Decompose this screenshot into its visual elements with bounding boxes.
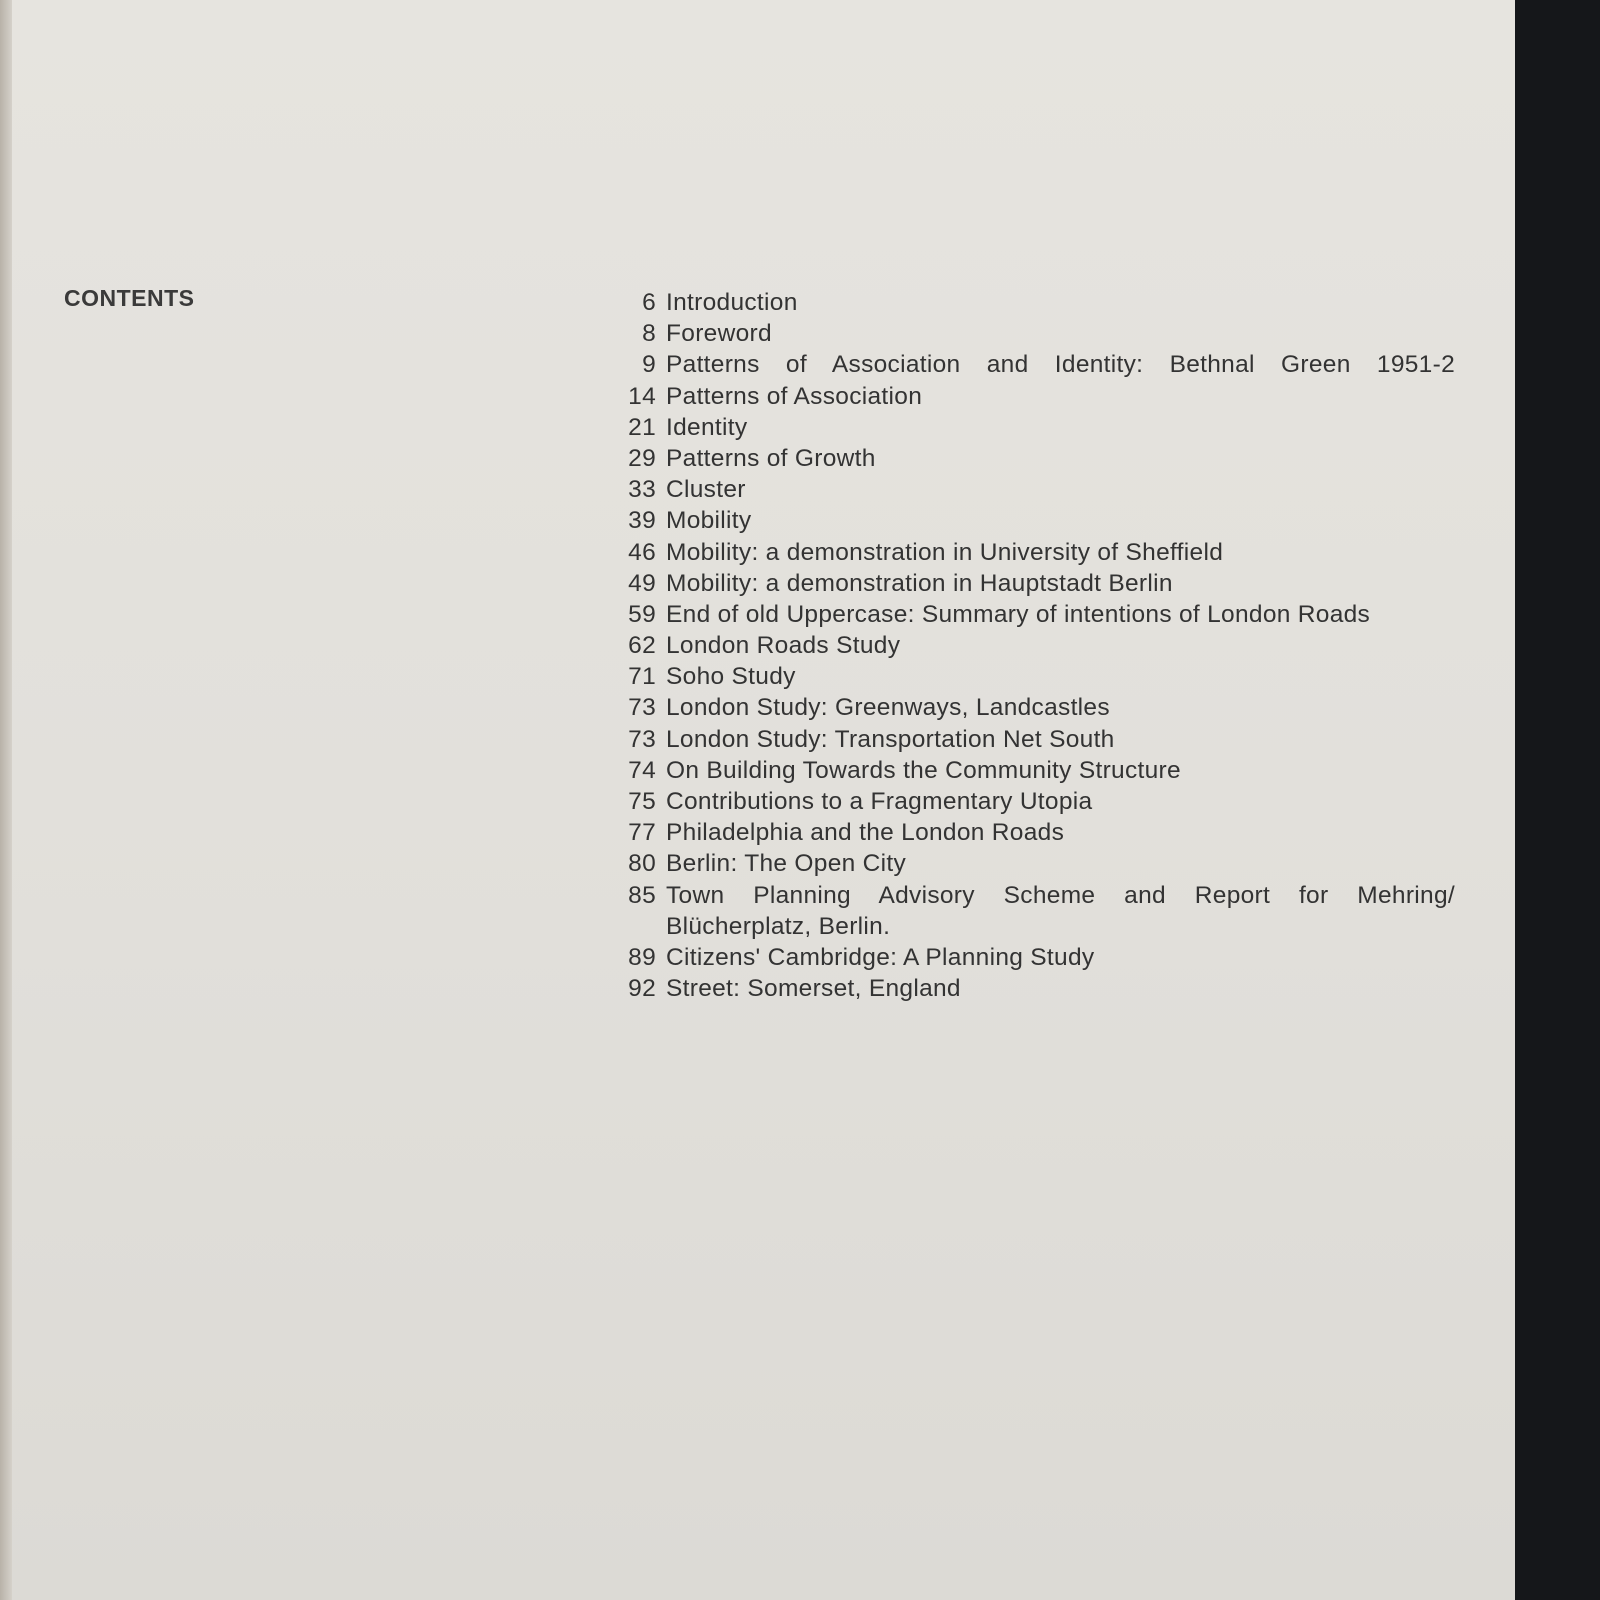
toc-entry [620,661,1455,692]
toc-entry [620,942,1455,973]
toc-page-number: 39 [628,507,656,535]
toc-page-number: 80 [628,850,656,878]
toc-title: Foreword [666,320,772,348]
toc-entry [620,973,1455,1004]
toc-entry [620,443,1455,474]
toc-page-number: 92 [628,975,656,1003]
table-of-contents [620,287,1455,1004]
toc-title: London Study: Greenways, Landcastles [666,694,1110,722]
toc-page-number: 74 [628,756,656,784]
toc-entry [620,880,1455,911]
toc-entry [620,755,1455,786]
toc-entry [620,692,1455,723]
toc-title: Philadelphia and the London Roads [666,819,1065,847]
toc-title: London Study: Transportation Net South [666,725,1115,753]
toc-page-number: 85 [628,881,656,909]
toc-title: Cluster [666,476,746,504]
toc-entry [620,287,1455,318]
toc-page-number: 46 [628,538,656,566]
toc-entry [620,474,1455,505]
toc-entry [620,630,1455,661]
toc-entry [620,537,1455,568]
page-left-edge [0,0,12,1600]
toc-title: Street: Somerset, England [666,975,961,1003]
dark-background-edge [1515,0,1600,1600]
toc-entry [620,817,1455,848]
toc-page-number: 21 [628,413,656,441]
toc-page-number: 71 [628,663,656,691]
toc-page-number: 8 [642,320,656,348]
toc-title: Patterns of Growth [666,444,876,472]
toc-title: Mobility: a demonstration in Hauptstadt Berlin [666,569,1173,597]
toc-page-number: 89 [628,943,656,971]
toc-page-number: 9 [642,351,656,379]
contents-heading: CONTENTS [64,285,195,311]
toc-entry [620,724,1455,755]
toc-title: Contributions to a Fragmentary Utopia [666,788,1093,815]
toc-entry [620,786,1455,817]
toc-title: Mobility: a demonstration in University of Sheffield [666,538,1224,566]
toc-page-number: 33 [628,476,656,504]
toc-page-number: 73 [628,725,656,753]
toc-page-number: 75 [628,788,656,815]
toc-entry [620,381,1455,412]
toc-title-continuation: Blücherplatz, Berlin. [666,912,891,940]
toc-page-number: 62 [628,632,656,660]
toc-title: Mobility [666,507,752,535]
toc-title: Soho Study [666,663,796,691]
toc-entry [620,505,1455,536]
toc-title: Citizens' Cambridge: A Planning Study [666,943,1095,971]
toc-page-number: 59 [628,600,656,628]
toc-title: End of old Uppercase: Summary of intentions of London Roads [666,600,1371,628]
toc-page-number: 49 [628,569,656,597]
toc-page-number: 77 [628,819,656,847]
toc-page-number: 6 [642,289,656,316]
toc-title: London Roads Study [666,632,901,660]
toc-title: Patterns of Association [666,382,923,410]
toc-title: Berlin: The Open City [666,850,907,878]
toc-entry [620,412,1455,443]
toc-page-number: 14 [628,382,656,410]
toc-title: Introduction [666,289,798,316]
toc-entry [620,568,1455,599]
toc-title: Town Planning Advisory Scheme and Report for Mehring/ [666,881,1455,909]
toc-title: Identity [666,413,748,441]
toc-title: On Building Towards the Community Structure [666,756,1181,784]
toc-entry [620,599,1455,630]
toc-page-number: 73 [628,694,656,722]
toc-title: Patterns of Association and Identity: Bethnal Green 1951-2 [666,351,1455,379]
toc-entry [620,349,1455,380]
toc-entry [620,318,1455,349]
toc-page-number: 29 [628,444,656,472]
toc-entry [620,848,1455,879]
